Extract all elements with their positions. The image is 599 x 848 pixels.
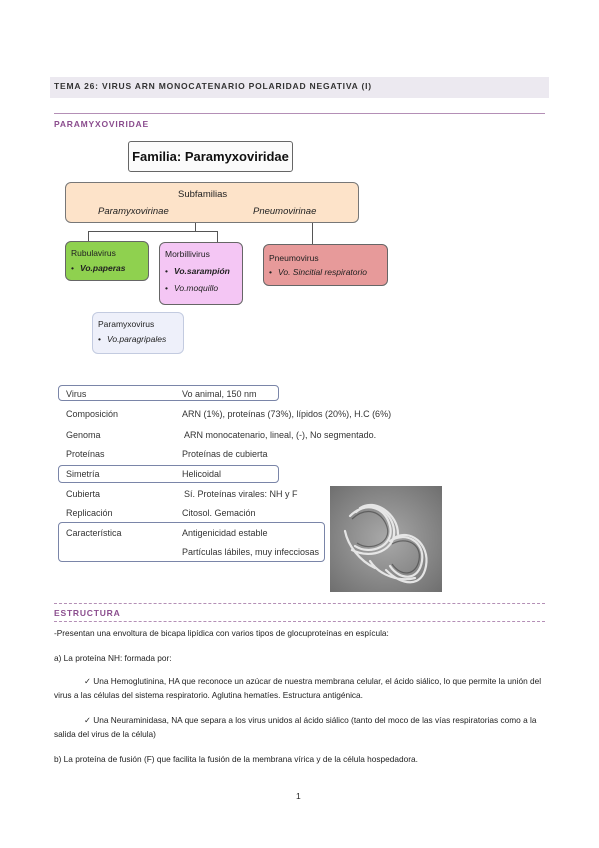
genus-box-morbillivirus [159, 242, 243, 305]
paragraph-neuraminidase: ✓ Una Neuraminidasa, NA que separa a los virus unidos al ácido siálico (tanto del moco de las vías respiratorias como a la salida del virus de la célula) [54, 715, 537, 739]
table-value: ARN (1%), proteínas (73%), lípidos (20%), H.C (6%) [182, 409, 392, 419]
virus-micrograph-image [330, 486, 442, 592]
table-value: Sí. Proteínas virales: NH y F [184, 489, 298, 499]
page-number: 1 [296, 791, 301, 801]
table-label: Proteínas [66, 449, 105, 459]
paragraph-nh-protein: a) La proteína NH: formada por: [54, 653, 172, 663]
genus-list-item: • Vo.moquillo [165, 283, 219, 293]
table-label: Virus [66, 389, 87, 399]
table-value: Proteínas de cubierta [182, 449, 268, 459]
topic-title: TEMA 26: VIRUS ARN MONOCATENARIO POLARIDAD NEGATIVA (I) [54, 81, 372, 91]
table-value: Antigenicidad estable [182, 528, 268, 538]
section-rule [54, 621, 545, 622]
section-rule [54, 603, 545, 604]
genus-name: Morbillivirus [165, 249, 210, 259]
genus-list-item: • Vo.paragripales [98, 334, 167, 344]
paragraph-envelope: -Presentan una envoltura de bicapa lipídica con varios tipos de glocuproteínas en espícula: [54, 628, 389, 638]
connector-line [312, 223, 313, 244]
subfamily-pneumovirinae: Pneumovirinae [253, 206, 317, 217]
section-title-paramyxoviridae: PARAMYXOVIRIDAE [54, 119, 149, 129]
table-label: Genoma [66, 430, 101, 440]
table-value: Helicoidal [182, 469, 222, 479]
genus-list-item: • Vo.paperas [71, 263, 126, 273]
subfamilies-label: Subfamilias [178, 189, 228, 200]
table-label: Composición [66, 409, 119, 419]
subfamily-paramyxovirinae: Paramyxovirinae [98, 206, 169, 217]
genus-box-rubulavirus [65, 241, 149, 281]
genus-name: Rubulavirus [71, 248, 116, 258]
subfamilies-box [65, 182, 359, 223]
genus-list-item: • Vo. Sincitial respiratorio [269, 267, 367, 277]
genus-list-item: • Vo.sarampión [165, 266, 230, 276]
genus-name: Pneumovirus [269, 253, 319, 263]
table-value: Citosol. Gemación [182, 508, 256, 518]
paragraph-hemagglutinin: ✓ Una Hemoglutinina, HA que reconoce un azúcar de nuestra membrana celular, el ácido siálico, lo que permite la unión del virus a las células del sistema respiratorio. Aglutina hematíes. Estructura antigénica. [54, 676, 542, 700]
table-label: Característica [66, 528, 122, 538]
table-label: Cubierta [66, 489, 101, 499]
genus-box-pneumovirus [263, 244, 388, 286]
genus-name: Paramyxovirus [98, 319, 155, 329]
paragraph-fusion-protein: b) La proteína de fusión (F) que facilita la fusión de la membrana vírica y de la célula hospedadora. [54, 754, 418, 764]
connector-line [195, 223, 196, 231]
section-rule [54, 113, 545, 114]
table-value: Partículas lábiles, muy infecciosas [182, 547, 320, 557]
topic-header-bar [50, 77, 549, 98]
table-value: Vo animal, 150 nm [182, 389, 257, 399]
table-value: ARN monocatenario, lineal, (-), No segmentado. [184, 430, 377, 440]
family-box: Familia: Paramyxoviridae [128, 141, 293, 172]
genus-box-paramyxovirus [92, 312, 184, 354]
table-label: Replicación [66, 508, 113, 518]
section-title-estructura: ESTRUCTURA [54, 608, 121, 618]
table-label: Simetría [66, 469, 100, 479]
